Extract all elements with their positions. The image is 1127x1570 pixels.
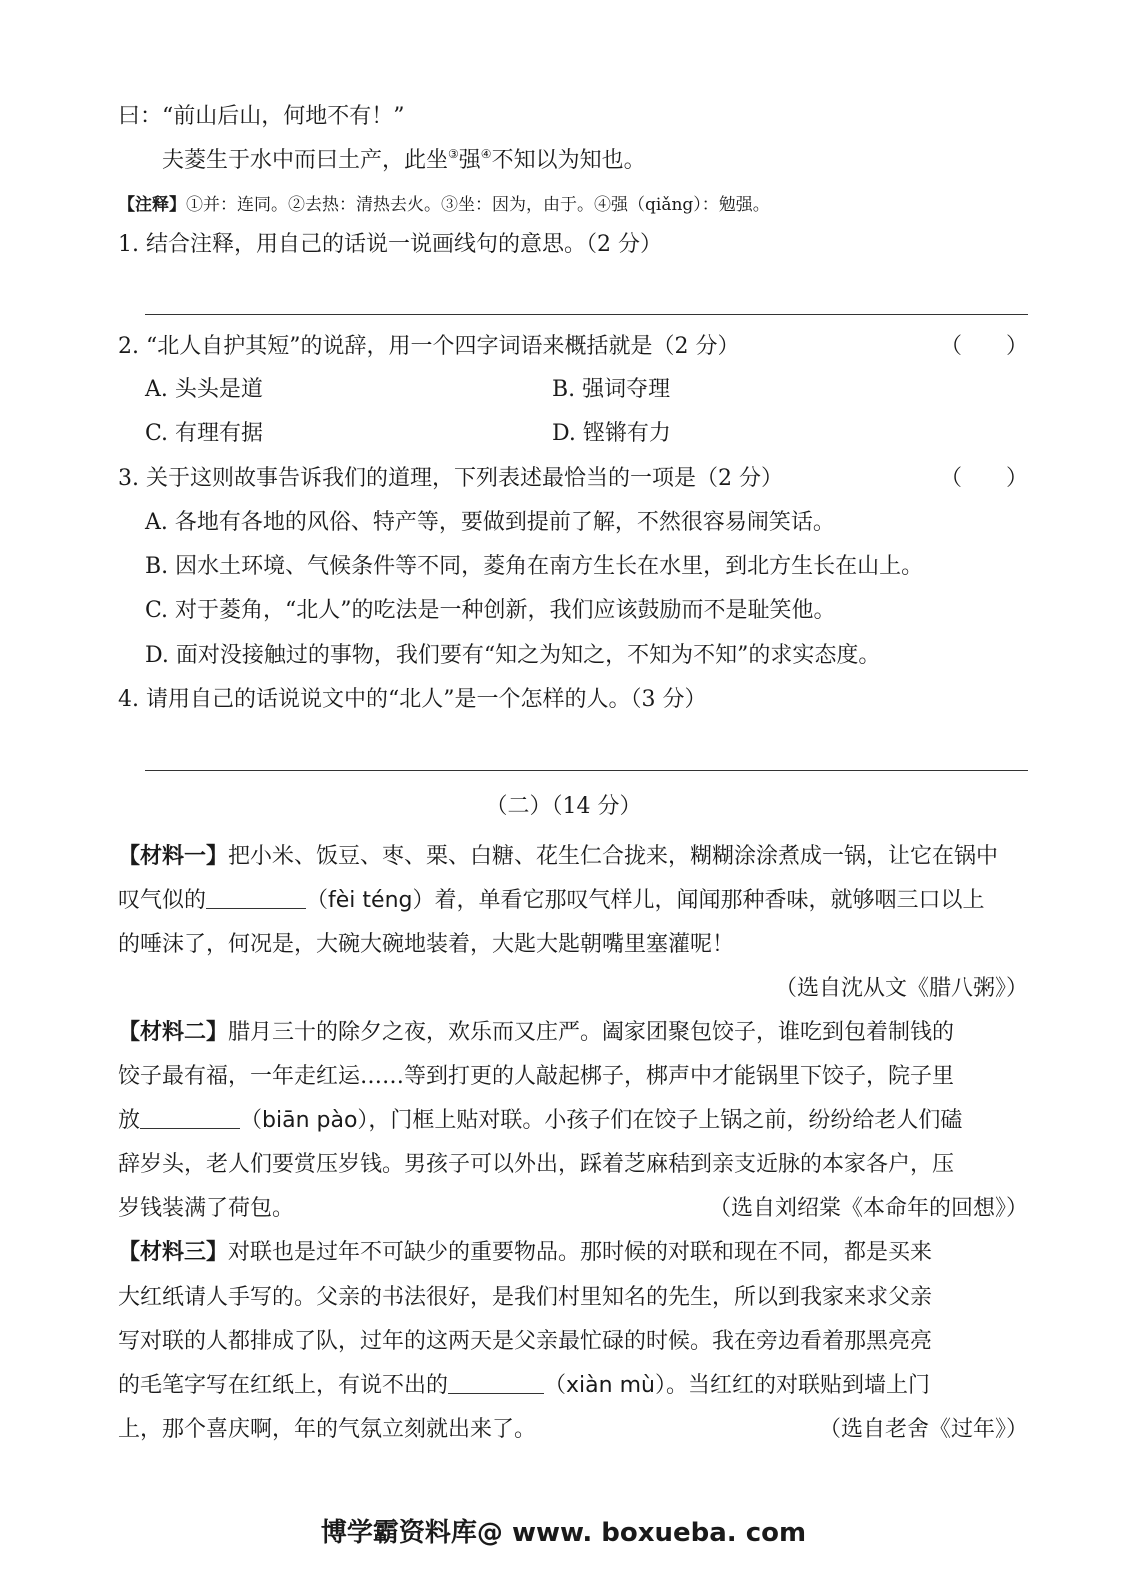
material-3-line-3: 写对联的人都排成了队，过年的这两天是父亲最忙碌的时候。我在旁边看着那黑亮亮 — [118, 1329, 933, 1354]
q2-option-b: B. 强词夺理 — [552, 377, 671, 402]
question-1: 1. 结合注释，用自己的话说一说画线句的意思。（2 分） — [118, 232, 662, 257]
footnote-marker-4: ④ — [480, 147, 492, 161]
q3-option-b: B. 因水土环境、气候条件等不同，菱角在南方生长在水里，到北方生长在山上。 — [145, 554, 924, 579]
notes-label: 【注释】 — [118, 195, 186, 215]
material-1-source: （选自沈从文《腊八粥》） — [774, 976, 1028, 1001]
q2-option-c: C. 有理有据 — [145, 421, 264, 446]
material-2-source: （选自刘绍棠《本命年的回想》） — [708, 1196, 1028, 1221]
question-3: 3. 关于这则故事告诉我们的道理，下列表述最恰当的一项是（2 分） — [118, 466, 783, 491]
q3-option-a: A. 各地有各地的风俗、特产等，要做到提前了解，不然很容易闹笑话。 — [145, 510, 835, 535]
q2-option-d: D. 铿锵有力 — [552, 421, 671, 446]
material-3-source: （选自老舍《过年》） — [818, 1417, 1028, 1442]
q2-option-a: A. 头头是道 — [145, 377, 263, 402]
notes-text: ①并：连同。②去热：清热去火。③坐：因为，由于。④强（qiǎng）：勉强。 — [186, 195, 770, 215]
answer-line-q1[interactable] — [145, 314, 1028, 315]
material-2-line-2: 饺子最有福，一年走红运……等到打更的人敲起梆子，梆声中才能锅里下饺子，院子里 — [118, 1064, 955, 1089]
question-2: 2. “北人自护其短”的说辞，用一个四字词语来概括就是（2 分） — [118, 334, 740, 359]
blank-xian-mu[interactable] — [448, 1371, 544, 1394]
material-3-line-4: 的毛笔字写在红纸上，有说不出的 （xiàn mù）。当红红的对联贴到墙上门 — [118, 1373, 930, 1398]
passage-line-2: 夫菱生于水中而曰土产，此坐③强④不知以为知也。 — [162, 147, 646, 173]
blank-bian-pao[interactable] — [140, 1106, 240, 1129]
material-1-label: 【材料一】 — [118, 844, 229, 869]
material-2-line-3: 放 （biān pào），门框上贴对联。小孩子们在饺子上锅之前，纷纷给老人们磕 — [118, 1108, 963, 1133]
material-3-line-2: 大红纸请人手写的。父亲的书法很好，是我们村里知名的先生，所以到我家来求父亲 — [118, 1285, 933, 1310]
pinyin-xian-mu: （xiàn mù） — [544, 1373, 666, 1398]
material-2-label: 【材料二】 — [118, 1020, 229, 1045]
material-1-line-2: 叹气似的 （fèi téng）着，单看它那叹气样儿，闻闻那种香味，就够咽三口以上 — [118, 888, 985, 913]
q3-option-c: C. 对于菱角，“北人”的吃法是一种创新，我们应该鼓励而不是耻笑他。 — [145, 598, 836, 623]
answer-line-q4[interactable] — [145, 770, 1028, 771]
material-2-line-1: 【材料二】腊月三十的除夕之夜，欢乐而又庄严。阖家团聚包饺子，谁吃到包着制钱的 — [118, 1020, 955, 1045]
q3-option-d: D. 面对没接触过的事物，我们要有“知之为知之，不知为不知”的求实态度。 — [145, 643, 881, 668]
section-2-title: （二）（14 分） — [485, 794, 642, 819]
passage-line-1: 曰：“前山后山，何地不有！” — [118, 104, 405, 129]
material-2-line-5: 岁钱装满了荷包。 — [118, 1196, 295, 1221]
pinyin-fei-teng: （fèi téng） — [306, 888, 435, 913]
material-3-line-1: 【材料三】对联也是过年不可缺少的重要物品。那时候的对联和现在不同，都是买来 — [118, 1240, 933, 1265]
material-2-line-4: 辞岁头，老人们要赏压岁钱。男孩子可以外出，踩着芝麻秸到亲支近脉的本家各户，压 — [118, 1152, 955, 1177]
footnote-marker-3: ③ — [448, 147, 459, 161]
question-4: 4. 请用自己的话说说文中的“北人”是一个怎样的人。（3 分） — [118, 687, 707, 712]
pinyin-bian-pao: （biān pào） — [240, 1108, 369, 1133]
material-1-line-1: 【材料一】把小米、饭豆、枣、栗、白糖、花生仁合拢来，糊糊涂涂煮成一锅，让它在锅中 — [118, 844, 999, 869]
material-3-label: 【材料三】 — [118, 1240, 229, 1265]
blank-fei-teng[interactable] — [206, 886, 306, 909]
material-3-line-5: 上，那个喜庆啊，年的气氛立刻就出来了。 — [118, 1417, 537, 1442]
material-1-line-3: 的唾沫了，何况是，大碗大碗地装着，大匙大匙朝嘴里塞灌呢！ — [118, 932, 735, 957]
answer-paren-q3[interactable]: （ ） — [939, 466, 1028, 491]
answer-paren-q2[interactable]: （ ） — [939, 334, 1028, 359]
annotation-notes — [118, 190, 770, 220]
footer-watermark: 博学霸资料库@ www. boxueba. com — [320, 1518, 807, 1548]
